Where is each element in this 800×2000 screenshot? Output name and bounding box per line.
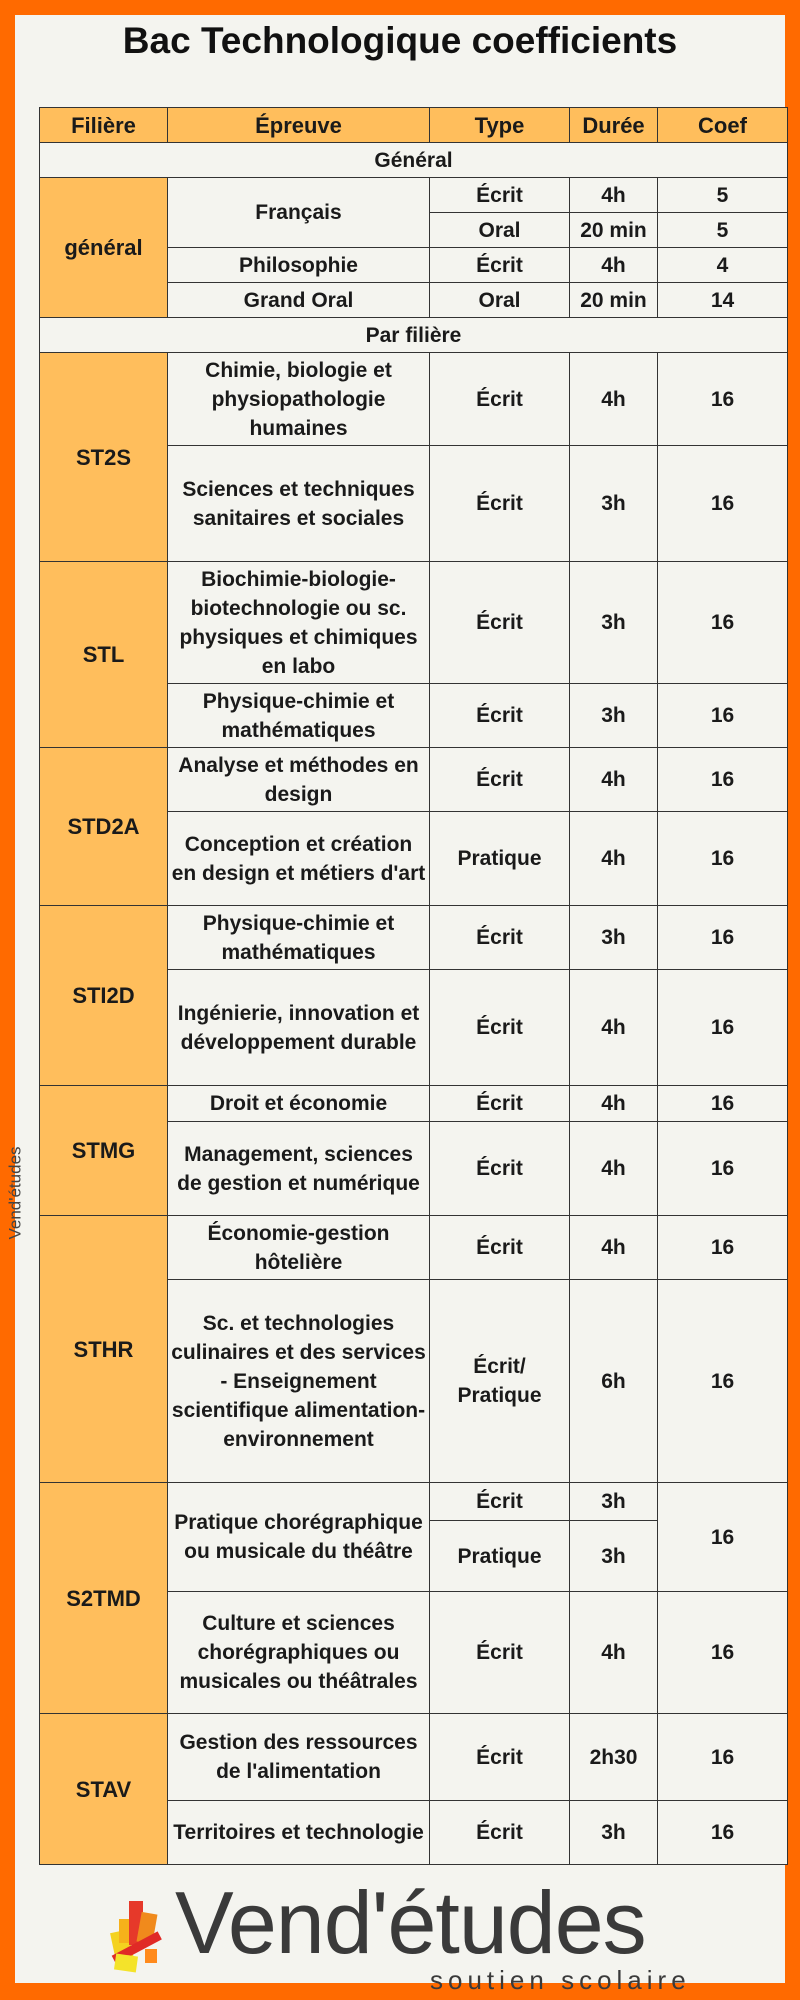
table-row bbox=[40, 562, 788, 684]
coef-cell: 14 bbox=[658, 283, 788, 318]
coef-cell: 16 bbox=[658, 748, 788, 812]
table-row bbox=[40, 1483, 788, 1521]
table-header-row bbox=[40, 108, 788, 143]
header-coef: Coef bbox=[658, 108, 788, 143]
filiere-cell: STL bbox=[40, 562, 168, 748]
epreuve-cell: Physique-chimie et mathématiques bbox=[168, 906, 430, 970]
duree-cell: 4h bbox=[570, 748, 658, 812]
coef-cell: 16 bbox=[658, 1280, 788, 1483]
type-cell: Écrit bbox=[430, 1086, 570, 1122]
coef-cell: 16 bbox=[658, 1086, 788, 1122]
coef-cell: 16 bbox=[658, 1714, 788, 1801]
coef-cell: 16 bbox=[658, 1592, 788, 1714]
table-row bbox=[40, 748, 788, 812]
type-cell: Écrit bbox=[430, 906, 570, 970]
epreuve-cell: Droit et économie bbox=[168, 1086, 430, 1122]
header-filiere: Filière bbox=[40, 108, 168, 143]
table-row bbox=[40, 1086, 788, 1122]
filiere-cell: STD2A bbox=[40, 748, 168, 906]
duree-cell: 3h bbox=[570, 906, 658, 970]
logo-tagline: soutien scolaire bbox=[430, 1965, 691, 1995]
type-cell: Écrit bbox=[430, 1483, 570, 1521]
epreuve-cell: Conception et création en design et métiers d'art bbox=[168, 812, 430, 906]
duree-cell: 4h bbox=[570, 248, 658, 283]
type-cell: Écrit bbox=[430, 178, 570, 213]
page-panel bbox=[5, 15, 785, 1995]
type-cell: Écrit/ Pratique bbox=[430, 1280, 570, 1483]
logo-mark-icon bbox=[105, 1893, 175, 1983]
section-row-general bbox=[40, 143, 788, 178]
type-cell: Écrit bbox=[430, 1216, 570, 1280]
vendetudes-logo bbox=[105, 1873, 725, 1998]
table-row bbox=[40, 906, 788, 970]
coef-cell: 16 bbox=[658, 684, 788, 748]
type-cell: Écrit bbox=[430, 248, 570, 283]
duree-cell: 4h bbox=[570, 1592, 658, 1714]
type-cell: Écrit bbox=[430, 1714, 570, 1801]
duree-cell: 3h bbox=[570, 1483, 658, 1521]
epreuve-cell: Management, sciences de gestion et numérique bbox=[168, 1122, 430, 1216]
coef-cell: 16 bbox=[658, 970, 788, 1086]
coef-cell: 16 bbox=[658, 562, 788, 684]
coef-cell: 5 bbox=[658, 213, 788, 248]
section-row-filiere bbox=[40, 318, 788, 353]
coef-cell: 16 bbox=[658, 446, 788, 562]
duree-cell: 20 min bbox=[570, 213, 658, 248]
table-row bbox=[40, 1216, 788, 1280]
type-cell: Écrit bbox=[430, 446, 570, 562]
type-cell: Écrit bbox=[430, 970, 570, 1086]
coef-cell: 5 bbox=[658, 178, 788, 213]
type-cell: Écrit bbox=[430, 748, 570, 812]
duree-cell: 4h bbox=[570, 1216, 658, 1280]
coef-cell: 16 bbox=[658, 1122, 788, 1216]
coefficients-table bbox=[39, 107, 788, 1865]
coef-cell: 16 bbox=[658, 1216, 788, 1280]
duree-cell: 4h bbox=[570, 1086, 658, 1122]
type-cell: Écrit bbox=[430, 1801, 570, 1865]
epreuve-cell: Analyse et méthodes en design bbox=[168, 748, 430, 812]
duree-cell: 4h bbox=[570, 1122, 658, 1216]
epreuve-cell: Ingénierie, innovation et développement durable bbox=[168, 970, 430, 1086]
type-cell: Pratique bbox=[430, 812, 570, 906]
coef-cell: 16 bbox=[658, 353, 788, 446]
type-cell: Écrit bbox=[430, 353, 570, 446]
duree-cell: 4h bbox=[570, 353, 658, 446]
duree-cell: 3h bbox=[570, 562, 658, 684]
watermark bbox=[5, 1143, 37, 1253]
duree-cell: 4h bbox=[570, 178, 658, 213]
header-epreuve: Épreuve bbox=[168, 108, 430, 143]
logo-wordmark: Vend'études bbox=[175, 1873, 646, 1972]
filiere-cell: ST2S bbox=[40, 353, 168, 562]
epreuve-cell: Culture et sciences chorégraphiques ou musicales ou théâtrales bbox=[168, 1592, 430, 1714]
header-duree: Durée bbox=[570, 108, 658, 143]
coef-cell: 16 bbox=[658, 1801, 788, 1865]
type-cell: Oral bbox=[430, 283, 570, 318]
table-row bbox=[40, 1714, 788, 1801]
epreuve-cell: Grand Oral bbox=[168, 283, 430, 318]
duree-cell: 3h bbox=[570, 684, 658, 748]
duree-cell: 3h bbox=[570, 446, 658, 562]
type-cell: Oral bbox=[430, 213, 570, 248]
duree-cell: 20 min bbox=[570, 283, 658, 318]
type-cell: Écrit bbox=[430, 1122, 570, 1216]
filiere-cell: STMG bbox=[40, 1086, 168, 1216]
duree-cell: 4h bbox=[570, 812, 658, 906]
epreuve-cell: Biochimie-biologie-biotechnologie ou sc. physiques et chimiques en labo bbox=[168, 562, 430, 684]
type-cell: Écrit bbox=[430, 1592, 570, 1714]
filiere-cell: STHR bbox=[40, 1216, 168, 1483]
coef-cell: 16 bbox=[658, 1483, 788, 1592]
header-type: Type bbox=[430, 108, 570, 143]
epreuve-cell: Territoires et technologie bbox=[168, 1801, 430, 1865]
section-label: Par filière bbox=[40, 318, 788, 353]
duree-cell: 4h bbox=[570, 970, 658, 1086]
filiere-cell: STAV bbox=[40, 1714, 168, 1865]
epreuve-cell: Chimie, biologie et physiopathologie humaines bbox=[168, 353, 430, 446]
coef-cell: 4 bbox=[658, 248, 788, 283]
table-row bbox=[40, 353, 788, 446]
filiere-cell: général bbox=[40, 178, 168, 318]
duree-cell: 2h30 bbox=[570, 1714, 658, 1801]
duree-cell: 3h bbox=[570, 1521, 658, 1592]
table-row bbox=[40, 178, 788, 213]
duree-cell: 6h bbox=[570, 1280, 658, 1483]
epreuve-cell: Économie-gestion hôtelière bbox=[168, 1216, 430, 1280]
epreuve-cell: Pratique chorégraphique ou musicale du théâtre bbox=[168, 1483, 430, 1592]
epreuve-cell: Sciences et techniques sanitaires et sociales bbox=[168, 446, 430, 562]
section-label: Général bbox=[40, 143, 788, 178]
filiere-cell: S2TMD bbox=[40, 1483, 168, 1714]
type-cell: Pratique bbox=[430, 1521, 570, 1592]
coef-cell: 16 bbox=[658, 812, 788, 906]
type-cell: Écrit bbox=[430, 562, 570, 684]
coef-cell: 16 bbox=[658, 906, 788, 970]
epreuve-cell: Sc. et technologies culinaires et des services - Enseignement scientifique alimentation-environnement bbox=[168, 1280, 430, 1483]
watermark-text: Vend'études bbox=[5, 1146, 25, 1240]
filiere-cell: STI2D bbox=[40, 906, 168, 1086]
type-cell: Écrit bbox=[430, 684, 570, 748]
epreuve-cell: Physique-chimie et mathématiques bbox=[168, 684, 430, 748]
epreuve-cell: Gestion des ressources de l'alimentation bbox=[168, 1714, 430, 1801]
epreuve-cell: Philosophie bbox=[168, 248, 430, 283]
duree-cell: 3h bbox=[570, 1801, 658, 1865]
page-title: Bac Technologique coefficients bbox=[122, 20, 678, 61]
epreuve-cell: Français bbox=[168, 178, 430, 248]
